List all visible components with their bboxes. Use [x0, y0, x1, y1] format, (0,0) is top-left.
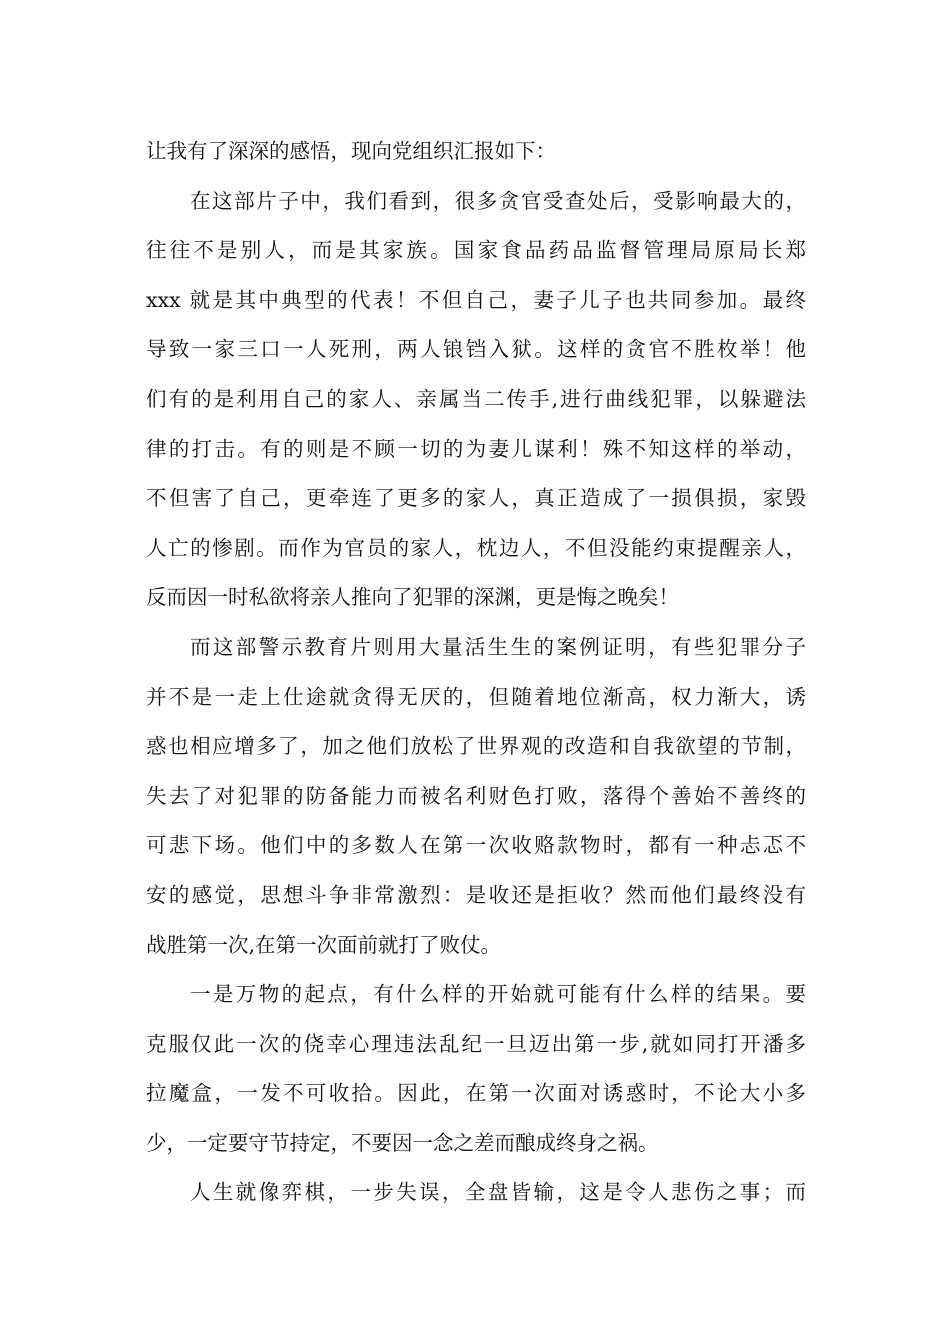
text-line: 克服仅此一次的侥幸心理违法乱纪一旦迈出第一步,就如同打开潘多 — [146, 1031, 806, 1056]
text-line: 不但害了自己，更牵连了更多的家人，真正造成了一损俱损，家毁 — [146, 486, 806, 511]
text-line: 并不是一走上仕途就贪得无厌的，但随着地位渐高，权力渐大，诱 — [146, 684, 806, 709]
text-line: 战胜第一次,在第一次面前就打了败仗。 — [146, 932, 502, 957]
text-line: 少，一定要守节持定，不要因一念之差而酿成终身之祸。 — [146, 1130, 659, 1155]
text-line: 惑也相应增多了，加之他们放松了世界观的改造和自我欲望的节制， — [146, 734, 806, 759]
text-line: 律的打击。有的则是不顾一切的为妻儿谋利！殊不知这样的举动， — [146, 436, 806, 461]
paragraph-first-line: 人生就像弈棋，一步失误，全盘皆输，这是令人悲伤之事；而 — [190, 1180, 806, 1205]
text-line: 们有的是利用自己的家人、亲属当二传手,进行曲线犯罪，以躲避法 — [146, 386, 806, 411]
body-text — [146, 127, 806, 1218]
text-line: 往往不是别人，而是其家族。国家食品药品监督管理局原局长郑 — [146, 238, 806, 263]
text-line: 让我有了深深的感悟，现向党组织汇报如下： — [146, 139, 556, 163]
text-line: 导致一家三口一人死刑，两人锒铛入狱。这样的贪官不胜枚举！他 — [146, 337, 806, 362]
text-line: 可悲下场。他们中的多数人在第一次收赂款物时，都有一种忐忑不 — [146, 833, 806, 858]
paragraph-first-line: 在这部片子中，我们看到，很多贪官受查处后，受影响最大的， — [190, 188, 806, 213]
paragraph-first-line: 而这部警示教育片则用大量活生生的案例证明，有些犯罪分子 — [190, 634, 806, 659]
text-line: xxx 就是其中典型的代表！不但自己，妻子儿子也共同参加。最终 — [146, 287, 806, 312]
text-line: 反而因一时私欲将亲人推向了犯罪的深渊，更是悔之晚矣！ — [146, 585, 679, 610]
text-line: 拉魔盒，一发不可收拾。因此，在第一次面对诱惑时，不论大小多 — [146, 1081, 806, 1106]
text-line: 安的感觉，思想斗争非常激烈：是收还是拒收？然而他们最终没有 — [146, 882, 806, 907]
text-line: 人亡的惨剧。而作为官员的家人，枕边人，不但没能约束提醒亲人， — [146, 535, 806, 560]
text-line: 失去了对犯罪的防备能力而被名利财色打败，落得个善始不善终的 — [146, 783, 806, 808]
paragraph-first-line: 一是万物的起点，有什么样的开始就可能有什么样的结果。要 — [190, 982, 806, 1007]
